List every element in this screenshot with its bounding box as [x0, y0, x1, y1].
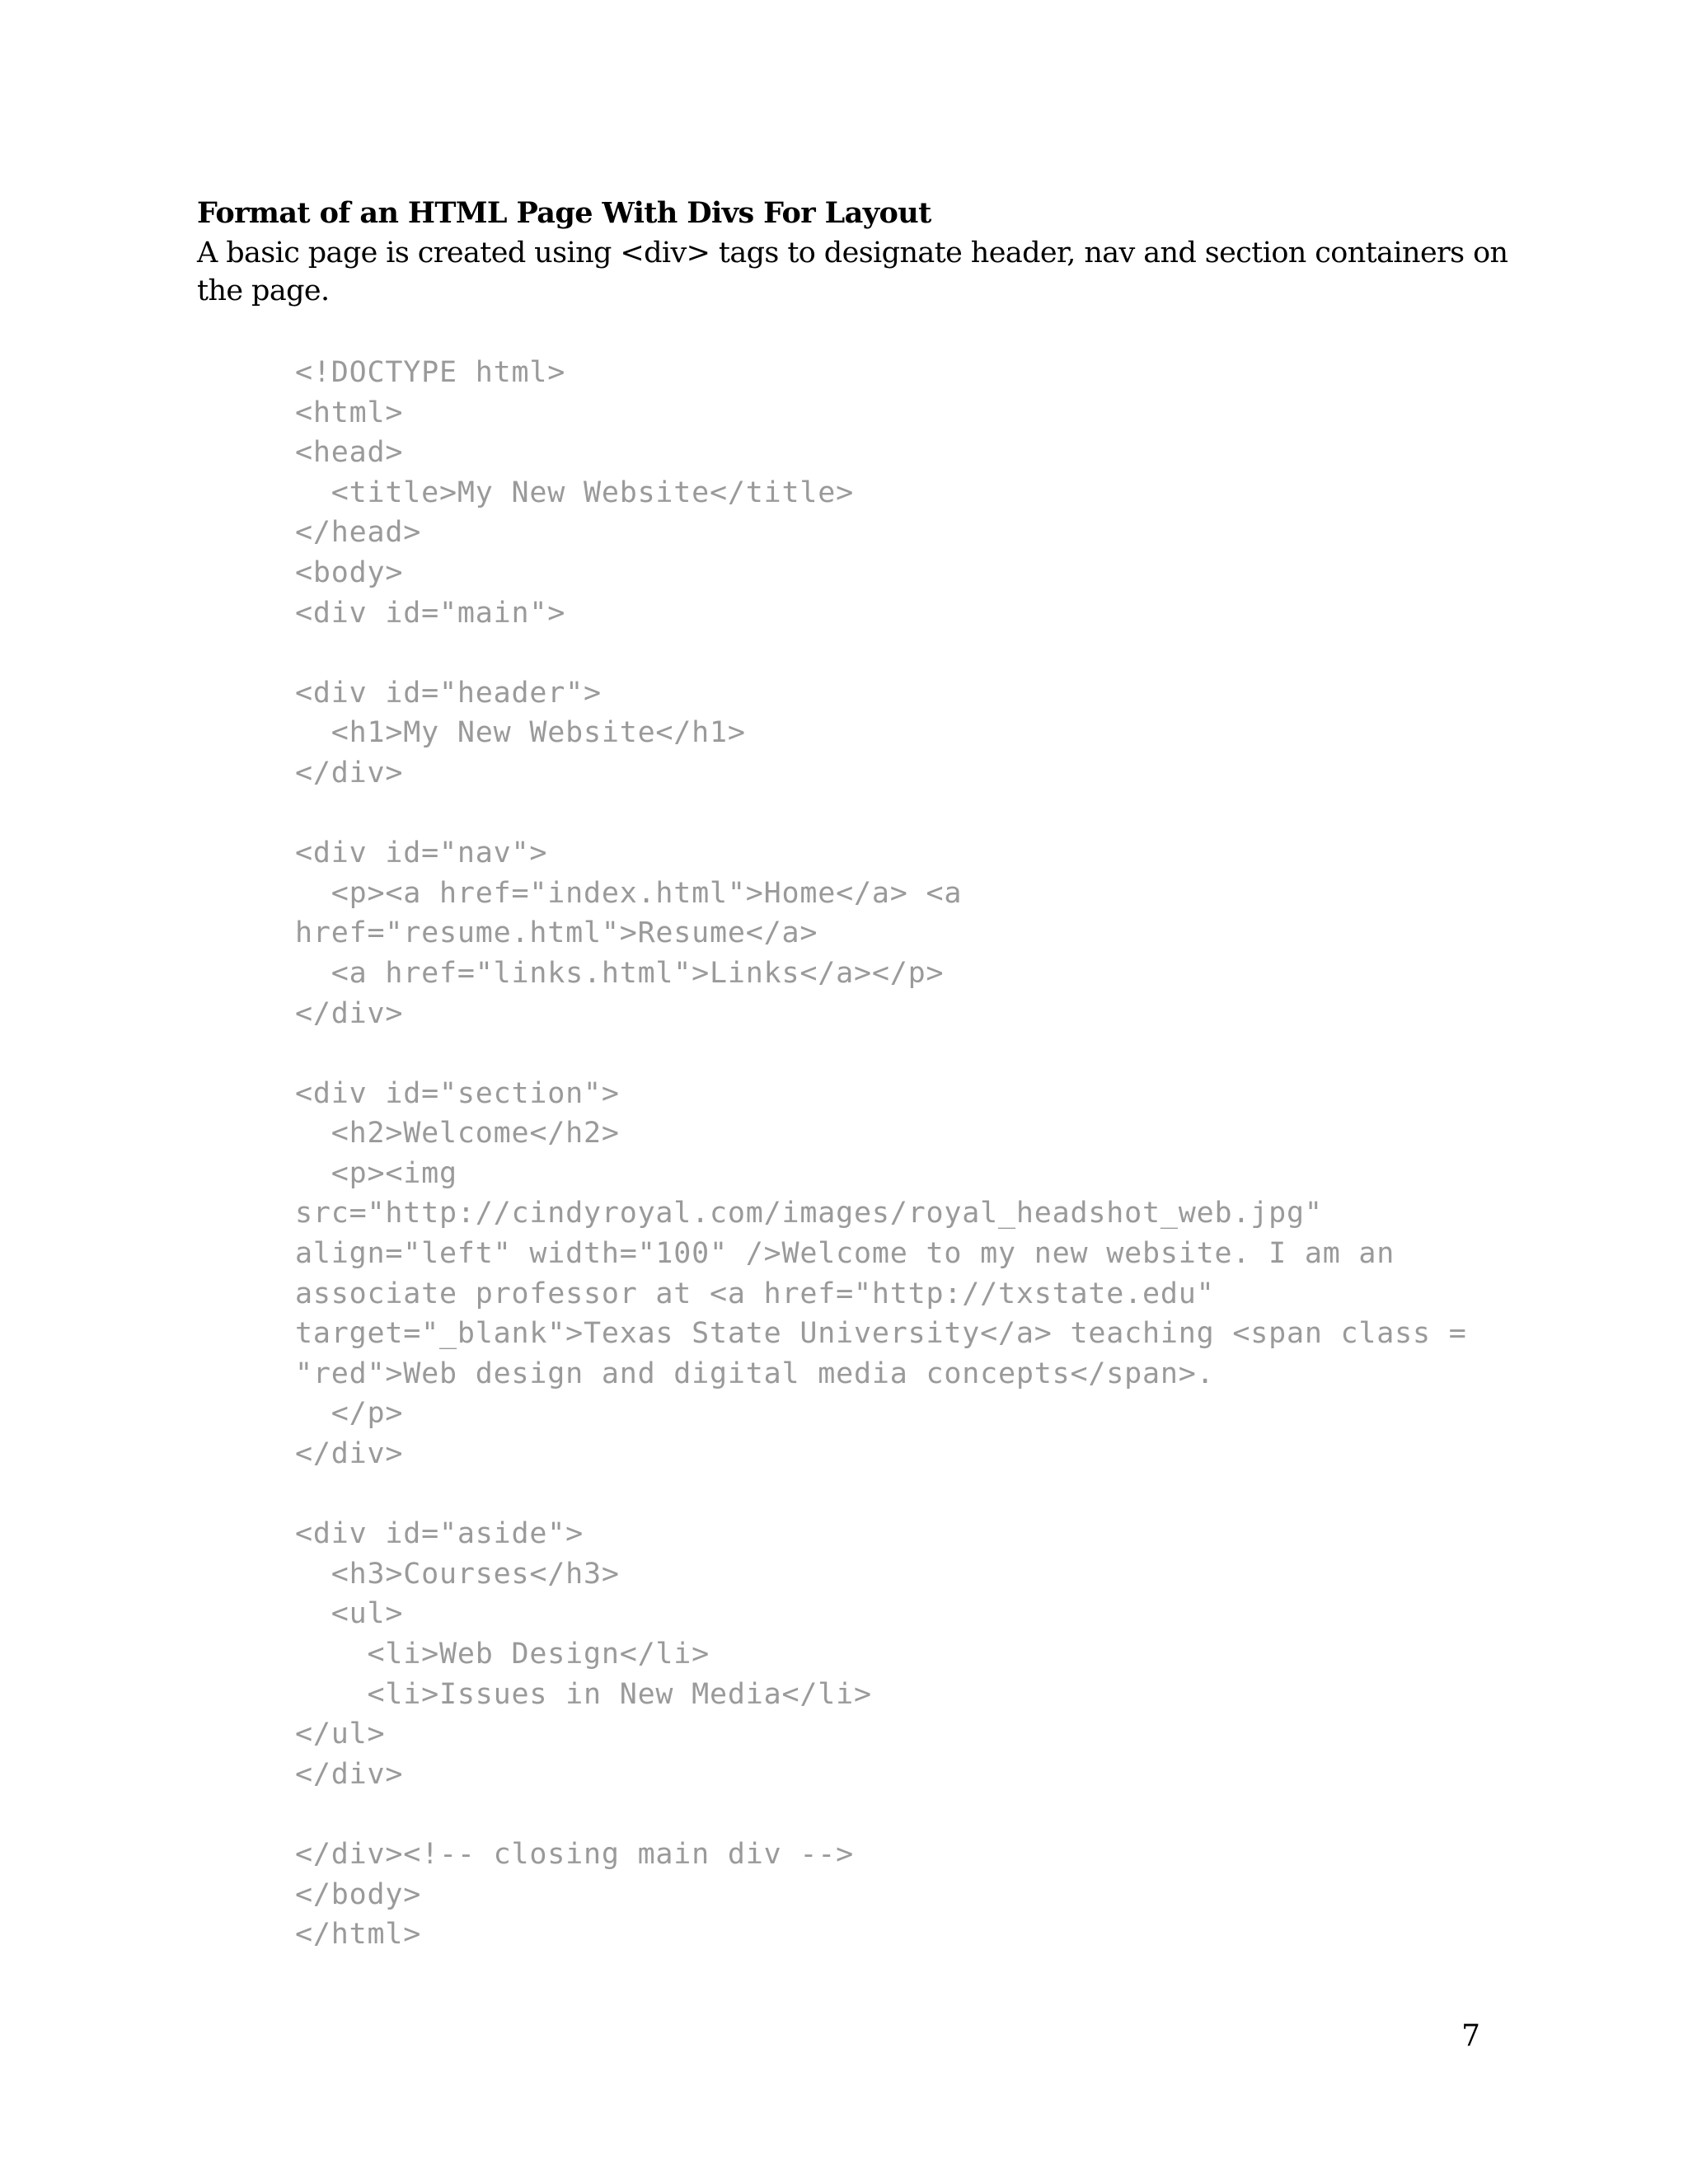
code-line: <li>Issues in New Media</li>	[295, 1677, 872, 1711]
intro-line-1: A basic page is created using <div> tags to designate header, nav and section containers on	[197, 237, 1508, 269]
code-line: <body>	[295, 555, 404, 589]
code-line: <title>My New Website</title>	[295, 476, 855, 509]
code-block	[295, 353, 1467, 1955]
code-line: <li>Web Design</li>	[295, 1638, 710, 1671]
code-line: </ul>	[295, 1718, 386, 1751]
code-line	[295, 633, 1467, 673]
code-line: <a href="links.html">Links</a></p>	[295, 956, 945, 990]
code-line: <p><a href="index.html">Home</a> <a	[295, 876, 963, 910]
code-line: <!DOCTYPE html>	[295, 356, 566, 389]
code-line: <h3>Courses</h3>	[295, 1557, 620, 1591]
code-line: </div>	[295, 1757, 404, 1791]
code-line: <div id="main">	[295, 596, 566, 630]
code-line	[295, 1033, 1467, 1074]
code-line: href="resume.html">Resume</a>	[295, 916, 818, 950]
code-line: <html>	[295, 396, 404, 429]
code-line: src="http://cindyroyal.com/images/royal_headshot_web.jpg"	[295, 1197, 1323, 1230]
code-line: <div id="section">	[295, 1076, 620, 1110]
code-line: <div id="header">	[295, 676, 602, 710]
code-line: </div>	[295, 1437, 404, 1471]
code-line: target="_blank">Texas State University</a> teaching <span class =	[295, 1317, 1467, 1351]
code-line: <ul>	[295, 1597, 404, 1631]
code-line: "red">Web design and digital media concepts</span>.	[295, 1357, 1215, 1390]
code-line: <h1>My New Website</h1>	[295, 716, 746, 750]
code-line	[295, 1474, 1467, 1515]
code-line: </div>	[295, 996, 404, 1030]
intro-line-2: the page.	[197, 274, 330, 307]
code-line	[295, 794, 1467, 834]
code-line: <head>	[295, 436, 404, 470]
code-line: </body>	[295, 1877, 422, 1911]
code-line	[295, 1794, 1467, 1835]
code-line: </p>	[295, 1397, 404, 1431]
section-heading: Format of an HTML Page With Divs For Layout	[197, 196, 931, 230]
code-line: <h2>Welcome</h2>	[295, 1117, 620, 1151]
code-line: </head>	[295, 516, 422, 550]
code-line: associate professor at <a href="http://txstate.edu"	[295, 1277, 1215, 1310]
code-line: <div id="nav">	[295, 837, 548, 870]
code-line: </div>	[295, 756, 404, 790]
code-line: </div><!-- closing main div -->	[295, 1837, 855, 1871]
code-line: </html>	[295, 1918, 422, 1952]
code-line: <p><img	[295, 1156, 457, 1190]
code-line: <div id="aside">	[295, 1517, 584, 1551]
page-number: 7	[1461, 2019, 1480, 2053]
code-line: align="left" width="100" />Welcome to my new website. I am an	[295, 1237, 1395, 1271]
intro-paragraph	[197, 234, 1516, 310]
